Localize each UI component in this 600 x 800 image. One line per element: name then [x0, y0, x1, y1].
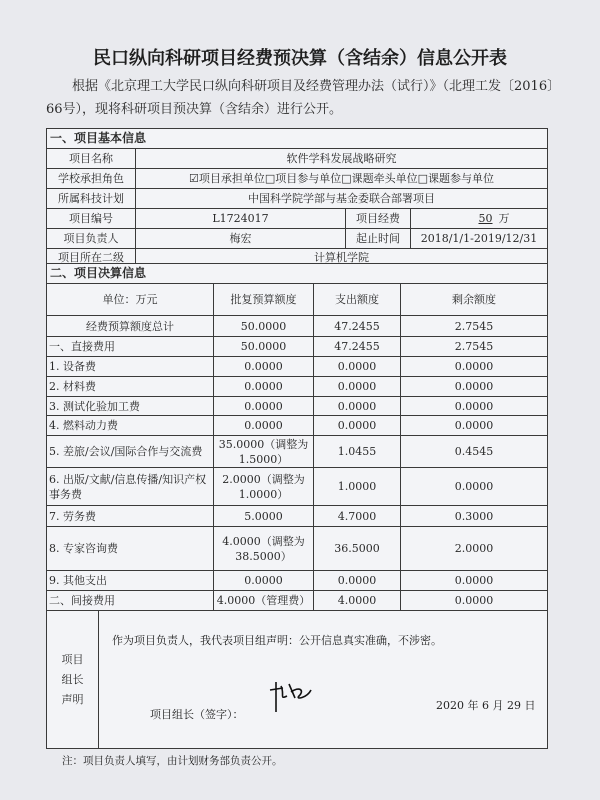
cell-spent: 47.2455 — [314, 337, 401, 357]
section-basic-info: 一、项目基本信息 — [47, 129, 548, 149]
section-settlement: 二、项目决算信息 — [47, 264, 548, 284]
header-budget: 批复预算额度 — [214, 284, 314, 316]
table-row — [47, 397, 548, 416]
table-row — [47, 591, 548, 611]
table-row — [47, 571, 548, 591]
table-row — [47, 316, 548, 337]
label-period: 起止时间 — [346, 229, 411, 249]
cell-spent: 4.0000 — [314, 591, 401, 611]
cell-item: 9. 其他支出 — [47, 571, 214, 591]
cell-spent: 4.7000 — [314, 506, 401, 527]
cell-item: 二、间接费用 — [47, 591, 214, 611]
cell-spent: 1.0000 — [314, 468, 401, 506]
label-role: 学校承担角色 — [47, 169, 136, 189]
cell-remaining: 2.0000 — [401, 527, 548, 571]
project-fund — [411, 209, 548, 229]
cell-spent: 0.0000 — [314, 571, 401, 591]
project-leader: 梅宏 — [136, 229, 346, 249]
label-code: 项目编号 — [47, 209, 136, 229]
cell-remaining: 2.7545 — [401, 337, 548, 357]
plan: 中国科学院学部与基金委联合部署项目 — [136, 189, 548, 209]
cell-item: 4. 燃料动力费 — [47, 416, 214, 436]
table-row — [47, 337, 548, 357]
cell-budget: 4.0000（调整为38.5000） — [214, 527, 314, 571]
table-row — [47, 357, 548, 377]
header-spent: 支出额度 — [314, 284, 401, 316]
cell-budget: 35.0000（调整为1.5000） — [214, 436, 314, 468]
table-row — [47, 506, 548, 527]
cell-spent: 47.2455 — [314, 316, 401, 337]
cell-remaining: 0.0000 — [401, 377, 548, 397]
cell-spent: 0.0000 — [314, 377, 401, 397]
cell-remaining: 0.0000 — [401, 357, 548, 377]
cell-budget: 4.0000（管理费） — [214, 591, 314, 611]
cell-budget: 50.0000 — [214, 316, 314, 337]
project-code: L1724017 — [136, 209, 346, 229]
declaration-statement: 作为项目负责人，我代表项目组声明：公开信息真实准确，不涉密。 — [112, 634, 442, 647]
project-period: 2018/1/1-2019/12/31 — [411, 229, 548, 249]
cell-remaining: 0.0000 — [401, 397, 548, 416]
cell-budget: 0.0000 — [214, 357, 314, 377]
sign-date: 2020 年 6 月 29 日 — [436, 699, 536, 712]
cell-remaining: 0.3000 — [401, 506, 548, 527]
cell-budget: 2.0000（调整为1.0000） — [214, 468, 314, 506]
cell-spent: 1.0455 — [314, 436, 401, 468]
cell-item: 3. 测试化验加工费 — [47, 397, 214, 416]
document-title: 民口纵向科研项目经费预决算（含结余）信息公开表 — [93, 48, 507, 69]
cell-item: 8. 专家咨询费 — [47, 527, 214, 571]
intro-paragraph: 根据《北京理工大学民口纵向科研项目及经费管理办法（试行）》（北理工发〔2016〕66号），现将科研项目预决算（含结余）进行公开。 — [46, 79, 554, 117]
footnote: 注：项目负责人填写，由计划财务部负责公开。 — [62, 755, 283, 767]
label-dept: 项目所在二级 — [47, 249, 136, 266]
fund-unit: 万 — [498, 212, 510, 225]
cell-budget: 0.0000 — [214, 397, 314, 416]
cell-spent: 0.0000 — [314, 416, 401, 436]
cell-budget: 5.0000 — [214, 506, 314, 527]
cell-budget: 0.0000 — [214, 571, 314, 591]
label-plan: 所属科技计划 — [47, 189, 136, 209]
table-row — [47, 468, 548, 506]
cell-item: 1. 设备费 — [47, 357, 214, 377]
cell-spent: 0.0000 — [314, 357, 401, 377]
project-dept: 计算机学院 — [136, 249, 548, 266]
cell-item: 5. 差旅/会议/国际合作与交流费 — [47, 436, 214, 468]
cell-budget: 50.0000 — [214, 337, 314, 357]
declaration-label: 项目组长声明 — [47, 611, 99, 749]
table-row — [47, 377, 548, 397]
cell-budget: 0.0000 — [214, 377, 314, 397]
table-row — [47, 436, 548, 468]
cell-remaining: 0.0000 — [401, 416, 548, 436]
header-unit: 单位：万元 — [47, 284, 214, 316]
cell-remaining: 0.0000 — [401, 571, 548, 591]
cell-spent: 0.0000 — [314, 397, 401, 416]
cell-item: 6. 出版/文献/信息传播/知识产权事务费 — [47, 468, 214, 506]
basic-info-table — [46, 128, 548, 266]
cell-remaining: 2.7545 — [401, 316, 548, 337]
sign-label: 项目组长（签字）： — [150, 708, 244, 721]
cell-remaining: 0.4545 — [401, 436, 548, 468]
cell-item: 一、直接费用 — [47, 337, 214, 357]
project-name: 软件学科发展战略研究 — [136, 149, 548, 169]
signature — [265, 676, 315, 716]
cell-item: 7. 劳务费 — [47, 506, 214, 527]
label-leader: 项目负责人 — [47, 229, 136, 249]
cell-item: 2. 材料费 — [47, 377, 214, 397]
header-remaining: 剩余额度 — [401, 284, 548, 316]
cell-remaining: 0.0000 — [401, 591, 548, 611]
table-row — [47, 416, 548, 436]
table-row — [47, 527, 548, 571]
role-checkboxes: ☑项目承担单位□项目参与单位□课题牵头单位□课题参与单位 — [136, 169, 548, 189]
cell-item: 经费预算额度总计 — [47, 316, 214, 337]
settlement-table — [46, 263, 548, 611]
cell-remaining: 0.0000 — [401, 468, 548, 506]
label-project-name: 项目名称 — [47, 149, 136, 169]
cell-spent: 36.5000 — [314, 527, 401, 571]
fund-amount: 50 — [478, 212, 493, 225]
label-fund: 项目经费 — [346, 209, 411, 229]
cell-budget: 0.0000 — [214, 416, 314, 436]
